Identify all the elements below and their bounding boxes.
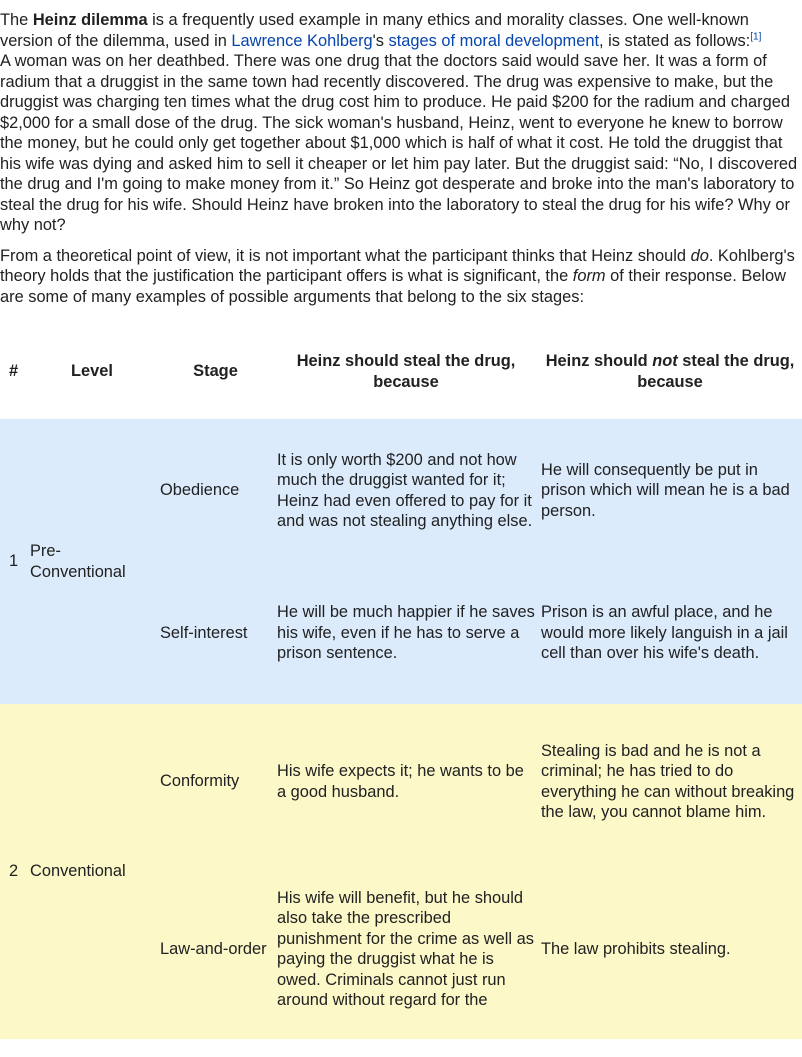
theory-text: . Kohlberg's theory holds that the justification the participant offers is what is significant, the [0,246,795,285]
should-not-steal-reason: He will consequently be put in prison which will mean he is a bad person. [538,419,802,562]
table-row [0,704,802,859]
should-steal-reason: He will be much happier if he saves his wife, even if he has to serve a prison sentence. [274,562,538,704]
emphasis-form: form [572,267,606,285]
emphasis-do: do [690,246,709,265]
intro-text: , is stated as follows: [599,31,751,50]
stage-name: Conformity [157,704,274,859]
should-not-steal-reason: The law prohibits stealing. [538,859,802,1039]
header-text: Heinz should [545,352,653,370]
intro-text: is a frequently used example in many ethics and morality classes. One well-known version of the dilemma, used in [0,11,749,50]
intro-paragraph [0,0,802,51]
stage-name: Obedience [157,419,274,562]
table-header-row [0,324,802,419]
theory-text: of their response. Below are some of many examples of possible arguments that belong to the six stages: [0,267,786,306]
kohlberg-stages-table [0,324,802,1039]
header-stage: Stage [193,362,238,381]
should-not-steal-reason: Stealing is bad and he is not a criminal; he has tried to do everything he can without breaking the law, you cannot blame him. [538,704,802,859]
header-level: Level [71,362,113,381]
theory-paragraph [0,246,802,308]
should-steal-reason: His wife will benefit, but he should also take the prescribed punishment for the crime as well as paying the druggist what he is owed. Criminals cannot just run around without regard for the [274,859,538,1039]
dilemma-quote: A woman was on her deathbed. There was one drug that the doctors said would save her. It was a form of radium that a druggist in the same town had recently discovered. The drug was expensive to make, but the druggist was charging ten times what the drug cost him to produce. He paid $200 for the radium and charged $2,000 for a small dose of the drug. The sick woman's husband, Heinz, went to everyone he knew to borrow the money, but he could only get together about $1,000 which is half of what it cost. He told the druggist that his wife was dying and asked him to sell it cheaper or let him pay later. But the druggist said: “No, I discovered the drug and I'm going to make money from it.” So Heinz got desperate and broke into the man's laboratory to steal the drug for his wife. Should Heinz have broken into the laboratory to steal the drug for his wife? Why or why not? [0,52,798,234]
header-should-not-steal [538,324,802,419]
stage-name: Self-interest [157,562,274,704]
header-text: steal the drug, because [637,352,795,391]
link-lawrence-kohlberg[interactable]: Lawrence Kohlberg [231,31,373,50]
should-steal-reason: His wife expects it; he wants to be a good husband. [274,704,538,859]
reference-link-1[interactable]: [1] [750,31,762,43]
theory-text: From a theoretical point of view, it is not important what the participant thinks that Heinz should [0,246,691,265]
stage-name: Law-and-order [157,859,274,1039]
level-name: Conventional [27,704,157,1039]
header-number: # [8,362,19,381]
intro-text: 's [372,31,389,50]
table-row [0,419,802,562]
link-stages-of-moral-development[interactable]: stages of moral development [388,31,599,50]
level-number: 1 [0,419,27,704]
header-should-steal: Heinz should steal the drug, because [296,352,516,391]
header-emphasis-not: not [652,352,678,370]
should-steal-reason: It is only worth $200 and not how much the druggist wanted for it; Heinz had even offered to pay for it and was not stealing anything else. [274,419,538,562]
level-number: 2 [0,704,27,1039]
heinz-dilemma-term: Heinz dilemma [32,11,148,29]
should-not-steal-reason: Prison is an awful place, and he would more likely languish in a jail cell than over his wife's death. [538,562,802,704]
level-name: Pre-Conventional [27,419,157,704]
intro-text: The [0,11,33,29]
